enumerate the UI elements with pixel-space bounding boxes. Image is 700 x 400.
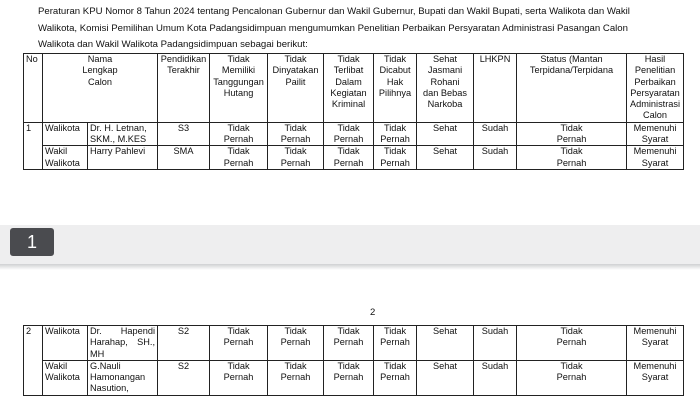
intro-line: Walikota, Komisi Pemilihan Umum Kota Padangsidimpuan mengumumkan Penelitian Perbaikan Persyaratan Administrasi Pasangan Calon [38,22,628,34]
cell-pendidikan: S2 [158,326,210,361]
cell-hutang: Tidak Pernah [210,360,268,395]
cell-status: Tidak Pernah [517,146,627,170]
cell-hak-pilih: Tidak Pernah [374,326,417,361]
header-pendidikan: Pendidikan Terakhir [158,54,210,123]
cell-hak-pilih: Tidak Pernah [374,360,417,395]
cell-hutang: Tidak Pernah [210,326,268,361]
cell-pendidikan: S2 [158,360,210,395]
header-hak-pilih: Tidak Dicabut Hak Pilihnya [374,54,417,123]
page-number: 2 [370,307,376,318]
table-header-row [24,54,684,123]
cell-hasil: Memenuhi Syarat [627,122,684,146]
cell-pailit: Tidak Pernah [268,122,324,146]
cell-kriminal: Tidak Pernah [324,122,374,146]
cell-pendidikan: SMA [158,146,210,170]
page-indicator-badge: 1 [10,228,54,256]
page-gap [0,225,700,267]
cell-pailit: Tidak Pernah [268,146,324,170]
intro-line: Walikota dan Wakil Walikota Padangsidimpuan sebagai berikut: [38,39,308,50]
page-shadow [0,264,700,270]
cell-status: Tidak Pernah [517,326,627,361]
intro-line: Peraturan KPU Nomor 8 Tahun 2024 tentang Pencalonan Gubernur dan Wakil Gubernur, Bupati dan Wakil Bupati, serta Walikota dan Wakil [38,6,630,17]
cell-pailit: Tidak Pernah [268,360,324,395]
cell-hak-pilih: Tidak Pernah [374,122,417,146]
cell-jabatan: Walikota [43,326,88,361]
header-status: Status (Mantan Terpidana/Terpidana [517,54,627,123]
cell-sehat: Sehat [417,122,474,146]
cell-sehat: Sehat [417,326,474,361]
cell-kriminal: Tidak Pernah [324,326,374,361]
table-row [24,360,684,395]
cell-kriminal: Tidak Pernah [324,146,374,170]
cell-lhkpn: Sudah [474,360,517,395]
header-pailit: Tidak Dinyatakan Pailit [268,54,324,123]
cell-pendidikan: S3 [158,122,210,146]
table-row [24,146,684,170]
cell-status: Tidak Pernah [517,360,627,395]
cell-hutang: Tidak Pernah [210,146,268,170]
cell-hasil: Memenuhi Syarat [627,326,684,361]
header-hutang: Tidak Memiliki Tanggungan Hutang [210,54,268,123]
cell-hutang: Tidak Pernah [210,122,268,146]
header-hasil: Hasil Penelitian Perbaikan Persyaratan Administrasi Calon [627,54,684,123]
cell-sehat: Sehat [417,146,474,170]
table-row [24,122,684,146]
cell-nama: G.Nauli Hamonangan Nasution, [88,360,158,395]
cell-lhkpn: Sudah [474,326,517,361]
candidate-table-continued [23,325,684,396]
header-nama: Nama Lengkap Calon [43,54,158,123]
cell-jabatan: Wakil Walikota [43,360,88,395]
intro-paragraph [38,4,678,54]
header-lhkpn: LHKPN [474,54,517,123]
cell-nama: Harry Pahlevi [88,146,158,170]
table-row [24,326,684,361]
cell-kriminal: Tidak Pernah [324,360,374,395]
cell-hasil: Memenuhi Syarat [627,146,684,170]
cell-lhkpn: Sudah [474,122,517,146]
cell-nama: Dr. Hapendi Harahap, SH., MH [88,326,158,361]
cell-no: 1 [24,122,43,169]
cell-jabatan: Walikota [43,122,88,146]
cell-no: 2 [24,326,43,396]
cell-lhkpn: Sudah [474,146,517,170]
cell-pailit: Tidak Pernah [268,326,324,361]
cell-hak-pilih: Tidak Pernah [374,146,417,170]
candidate-table [23,53,684,170]
cell-status: Tidak Pernah [517,122,627,146]
header-sehat: Sehat Jasmani Rohani dan Bebas Narkoba [417,54,474,123]
cell-jabatan: Wakil Walikota [43,146,88,170]
header-no: No [24,54,43,123]
cell-hasil: Memenuhi Syarat [627,360,684,395]
cell-nama: Dr. H. Letnan, SKM., M.KES [88,122,158,146]
cell-sehat: Sehat [417,360,474,395]
header-kriminal: Tidak Terlibat Dalam Kegiatan Kriminal [324,54,374,123]
